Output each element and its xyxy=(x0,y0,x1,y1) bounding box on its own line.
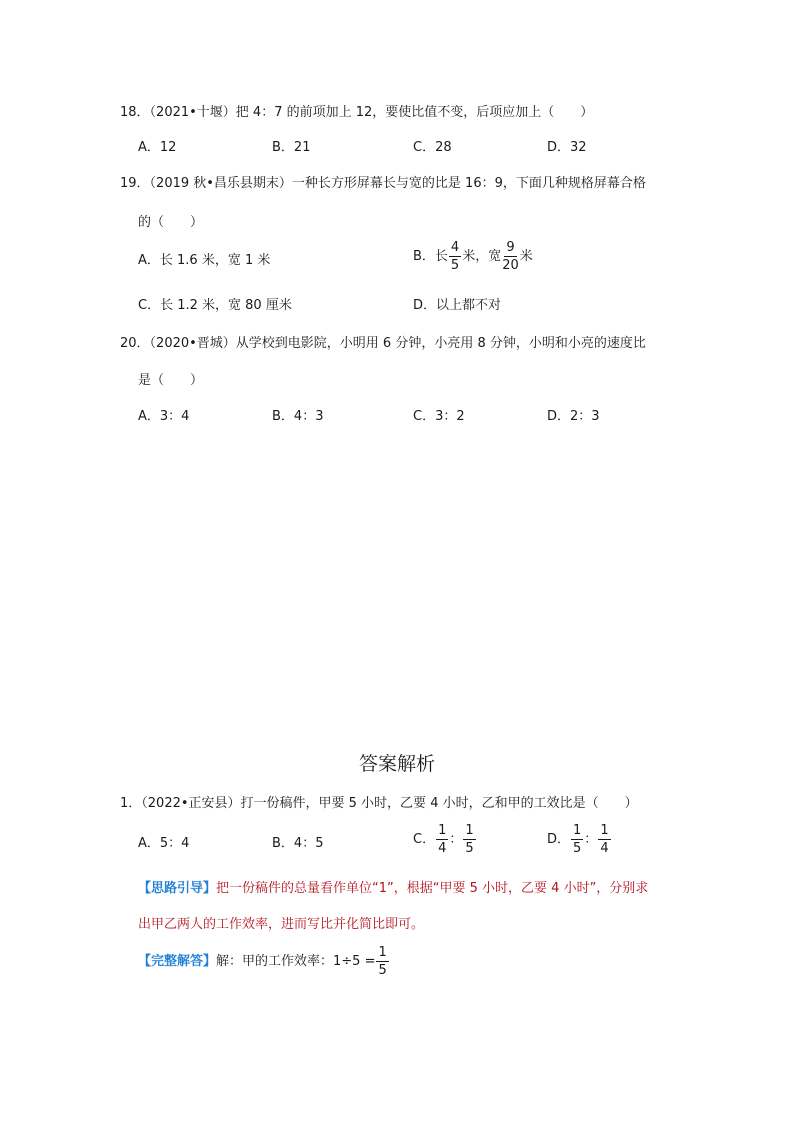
q18-option-a: A．12 xyxy=(138,140,177,155)
question-18-stem: 18．（2021•十堰）把 4：7 的前项加上 12，要使比值不变，后项应加上（ ） xyxy=(120,105,594,120)
answer-section-title: 答案解析 xyxy=(358,753,435,775)
q20-option-d: D．2：3 xyxy=(547,409,600,424)
a1-option-c xyxy=(413,824,477,855)
fraction xyxy=(502,241,519,272)
ratio-separator: ： xyxy=(449,832,463,847)
solution-tag: 【完整解答】 xyxy=(138,954,217,969)
fraction-numerator: 4 xyxy=(450,240,460,255)
q19-option-b-suffix: 米 xyxy=(519,249,533,264)
a1-option-a: A．5：4 xyxy=(138,836,190,851)
fraction-numerator: 1 xyxy=(378,945,387,960)
q19-option-b xyxy=(413,241,533,272)
ratio-separator: ： xyxy=(584,832,598,847)
solution-line xyxy=(138,946,390,977)
fraction xyxy=(449,241,461,272)
q20-option-c: C．3：2 xyxy=(413,409,465,424)
q18-option-b: B．21 xyxy=(272,140,311,155)
fraction-numerator: 1 xyxy=(573,823,582,838)
fraction-numerator: 1 xyxy=(600,823,609,838)
a1-option-c-prefix: C． xyxy=(413,832,436,847)
hint-tag: 【思路引导】 xyxy=(138,881,217,896)
q19-option-a: A．长 1.6 米，宽 1 米 xyxy=(138,253,271,268)
q18-option-d: D．32 xyxy=(547,140,587,155)
a1-option-d xyxy=(547,824,612,855)
fraction-denominator: 5 xyxy=(378,963,387,978)
q19-option-c: C．长 1.2 米，宽 80 厘米 xyxy=(138,298,292,313)
fraction xyxy=(571,824,583,855)
fraction-denominator: 20 xyxy=(502,258,519,273)
fraction-denominator: 4 xyxy=(600,841,609,856)
fraction-denominator: 4 xyxy=(438,841,447,856)
q20-option-a: A．3：4 xyxy=(138,409,190,424)
question-19-stem-cont: 的（ ） xyxy=(138,215,204,230)
fraction-denominator: 5 xyxy=(450,258,460,273)
hint-line-2: 出甲乙两人的工作效率，进而写比并化简比即可。 xyxy=(138,917,425,932)
fraction xyxy=(376,946,388,977)
fraction xyxy=(598,824,610,855)
fraction-denominator: 5 xyxy=(465,841,474,856)
hint-line-1 xyxy=(138,877,648,896)
question-20-stem: 20．（2020•晋城）从学校到电影院，小明用 6 分钟，小亮用 8 分钟，小明和小亮的速度比 xyxy=(120,336,646,351)
a1-option-b: B．4：5 xyxy=(272,836,324,851)
answer-1-stem: 1．（2022•正安县）打一份稿件，甲要 5 小时，乙要 4 小时，乙和甲的工效比是（ ） xyxy=(120,796,638,811)
question-19-stem: 19．（2019 秋•昌乐县期末）一种长方形屏幕长与宽的比是 16：9，下面几种规格屏幕合格 xyxy=(120,176,646,191)
q19-option-d: D．以上都不对 xyxy=(413,298,502,313)
hint-text: 把一份稿件的总量看作单位“1”，根据“甲要 5 小时，乙要 4 小时”，分别求 xyxy=(216,881,649,896)
a1-option-d-prefix: D． xyxy=(547,832,571,847)
fraction-numerator: 9 xyxy=(506,240,515,255)
fraction xyxy=(436,824,448,855)
fraction-numerator: 1 xyxy=(465,823,474,838)
fraction-denominator: 5 xyxy=(573,841,582,856)
fraction xyxy=(463,824,475,855)
solution-text: 解：甲的工作效率：1÷5 = xyxy=(216,954,376,969)
q18-option-c: C．28 xyxy=(413,140,452,155)
q20-option-b: B．4：3 xyxy=(272,409,324,424)
question-20-stem-cont: 是（ ） xyxy=(138,373,204,388)
fraction-numerator: 1 xyxy=(438,823,447,838)
q19-option-b-prefix: B．长 xyxy=(413,249,448,264)
q19-option-b-mid: 米，宽 xyxy=(462,249,502,264)
